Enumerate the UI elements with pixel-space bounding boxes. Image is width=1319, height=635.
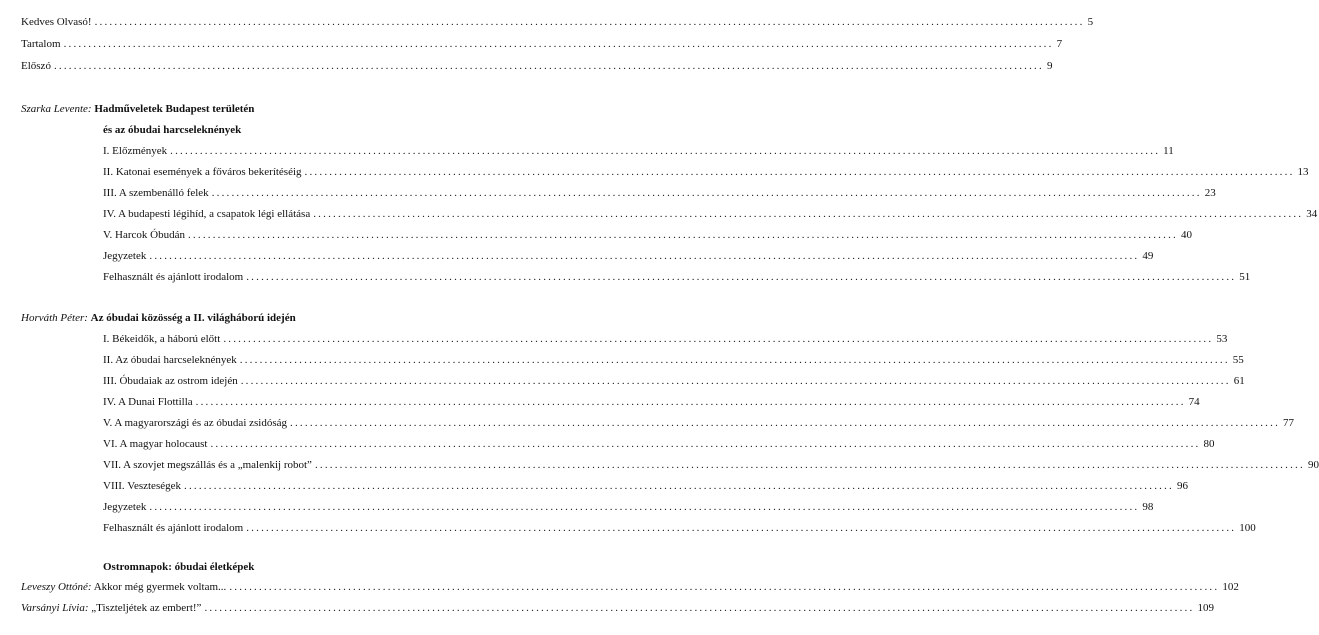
toc-entry xyxy=(103,186,1216,200)
section-heading xyxy=(21,311,296,325)
toc-entry-label: III. Óbudaiak az ostrom idején xyxy=(103,375,238,387)
toc-page-number: 90 xyxy=(1307,459,1319,471)
toc-page-number: 7 xyxy=(1056,38,1063,50)
toc-entry xyxy=(103,416,1295,430)
toc-page-number: 102 xyxy=(1222,581,1239,593)
toc-entry-label: V. Harcok Óbudán xyxy=(103,229,185,241)
toc-page-number: 40 xyxy=(1180,229,1192,241)
toc-entry-label xyxy=(21,580,226,594)
toc-entry xyxy=(103,270,1251,284)
toc-page-number: 80 xyxy=(1203,438,1215,450)
dot-leader: ........................................................................................................................................................................................................ xyxy=(211,187,1202,199)
toc-entry xyxy=(103,228,1192,242)
section-title: Hadműveletek Budapest területén xyxy=(94,103,255,115)
toc-entry xyxy=(103,353,1244,367)
toc-entry xyxy=(103,437,1215,451)
dot-leader: ........................................................................................................................................................................................................ xyxy=(195,396,1186,408)
toc-entry-label: I. Békeidők, a háború előtt xyxy=(103,333,221,345)
dot-leader: ........................................................................................................................................................................................................ xyxy=(223,333,1214,345)
toc-page-number: 51 xyxy=(1239,271,1251,283)
toc-page-number: 13 xyxy=(1297,166,1309,178)
toc-page-number: 11 xyxy=(1163,145,1174,157)
toc-page-number: 96 xyxy=(1177,480,1188,492)
toc-entry xyxy=(103,458,1319,472)
dot-leader: ........................................................................................................................................................................................................ xyxy=(63,38,1054,50)
toc-entry xyxy=(103,207,1318,221)
toc-entry xyxy=(103,332,1228,346)
entry-author: Leveszy Ottóné: xyxy=(21,581,92,593)
toc-entry-label: II. Katonai események a főváros bekerítéséig xyxy=(103,166,302,178)
toc-entry-label: Felhasznált és ajánlott irodalom xyxy=(103,271,244,283)
dot-leader: ........................................................................................................................................................................................................ xyxy=(313,208,1304,220)
entry-title: „Tiszteljétek az embert!” xyxy=(91,602,202,614)
dot-leader: ........................................................................................................................................................................................................ xyxy=(290,417,1281,429)
dot-leader: ........................................................................................................................................................................................................ xyxy=(94,16,1085,28)
toc-entry-label: Felhasznált és ajánlott irodalom xyxy=(103,522,244,534)
dot-leader: ........................................................................................................................................................................................................ xyxy=(304,166,1295,178)
section-title-continued: és az óbudai harcseleknények xyxy=(103,124,242,136)
toc-entry-label xyxy=(21,601,201,615)
section-author: Horváth Péter: xyxy=(21,312,88,324)
section-title: Az óbudai közösség a II. világháború idején xyxy=(90,312,296,324)
toc-entry-label: II. Az óbudai harcseleknények xyxy=(103,354,237,366)
toc-entry-label: Jegyzetek xyxy=(103,501,147,513)
toc-entry xyxy=(103,165,1309,179)
toc-page-number: 100 xyxy=(1239,522,1256,534)
toc-page-number: 34 xyxy=(1306,208,1318,220)
dot-leader: ........................................................................................................................................................................................................ xyxy=(246,522,1237,534)
toc-page-number: 53 xyxy=(1216,333,1228,345)
entry-author: Varsányi Lívia: xyxy=(21,602,89,614)
toc-entry-label: Kedves Olvasó! xyxy=(21,16,92,28)
toc-entry xyxy=(21,37,1063,51)
toc-page-number: 49 xyxy=(1142,250,1154,262)
toc-entry xyxy=(103,374,1245,388)
toc-entry xyxy=(21,580,1239,594)
toc-page-number: 74 xyxy=(1188,396,1200,408)
section-title: Ostromnapok: óbudai életképek xyxy=(103,561,255,573)
toc-page-number: 23 xyxy=(1204,187,1216,199)
toc-page-number: 109 xyxy=(1197,602,1214,614)
section-heading xyxy=(21,102,254,116)
toc-page-number: 5 xyxy=(1087,16,1094,28)
toc-entry-label: V. A magyarországi és az óbudai zsidóság xyxy=(103,417,288,429)
toc-page-number: 61 xyxy=(1233,375,1245,387)
toc-page-number: 55 xyxy=(1232,354,1244,366)
toc-entry xyxy=(103,500,1154,514)
dot-leader: ........................................................................................................................................................................................................ xyxy=(149,250,1140,262)
dot-leader: ........................................................................................................................................................................................................ xyxy=(170,145,1161,157)
toc-entry-label: VIII. Veszteségek xyxy=(103,480,181,492)
toc-page-number: 98 xyxy=(1142,501,1154,513)
dot-leader: ........................................................................................................................................................................................................ xyxy=(240,375,1231,387)
dot-leader: ........................................................................................................................................................................................................ xyxy=(239,354,1230,366)
section-author: Szarka Levente: xyxy=(21,103,92,115)
dot-leader: ........................................................................................................................................................................................................ xyxy=(184,480,1174,492)
dot-leader: ........................................................................................................................................................................................................ xyxy=(53,60,1044,72)
toc-entry xyxy=(21,601,1214,615)
toc-page-number: 77 xyxy=(1283,417,1295,429)
toc-entry-label: Jegyzetek xyxy=(103,250,147,262)
dot-leader: ........................................................................................................................................................................................................ xyxy=(187,229,1178,241)
entry-title: Akkor még gyermek voltam... xyxy=(93,581,227,593)
toc-entry xyxy=(21,15,1094,29)
toc-entry xyxy=(103,395,1200,409)
dot-leader: ........................................................................................................................................................................................................ xyxy=(204,602,1195,614)
toc-entry-label: IV. A budapesti légihíd, a csapatok légi ellátása xyxy=(103,208,311,220)
dot-leader: ........................................................................................................................................................................................................ xyxy=(210,438,1201,450)
toc-entry-label: VI. A magyar holocaust xyxy=(103,438,208,450)
dot-leader: ........................................................................................................................................................................................................ xyxy=(149,501,1140,513)
toc-entry xyxy=(103,249,1154,263)
toc-entry-label: I. Előzmények xyxy=(103,145,168,157)
toc-entry-label: IV. A Dunai Flottilla xyxy=(103,396,193,408)
toc-entry xyxy=(103,144,1174,158)
dot-leader: ........................................................................................................................................................................................................ xyxy=(229,581,1220,593)
toc-entry xyxy=(103,521,1256,535)
toc-entry-label: Tartalom xyxy=(21,38,61,50)
dot-leader: ........................................................................................................................................................................................................ xyxy=(246,271,1237,283)
toc-entry xyxy=(103,479,1188,493)
toc-entry-label: VII. A szovjet megszállás és a „malenkij robot” xyxy=(103,459,312,471)
toc-entry-label: III. A szembenálló felek xyxy=(103,187,209,199)
toc-page-number: 9 xyxy=(1046,60,1053,72)
toc-entry xyxy=(21,59,1053,73)
dot-leader: ........................................................................................................................................................................................................ xyxy=(314,459,1305,471)
toc-entry-label: Előszó xyxy=(21,60,51,72)
